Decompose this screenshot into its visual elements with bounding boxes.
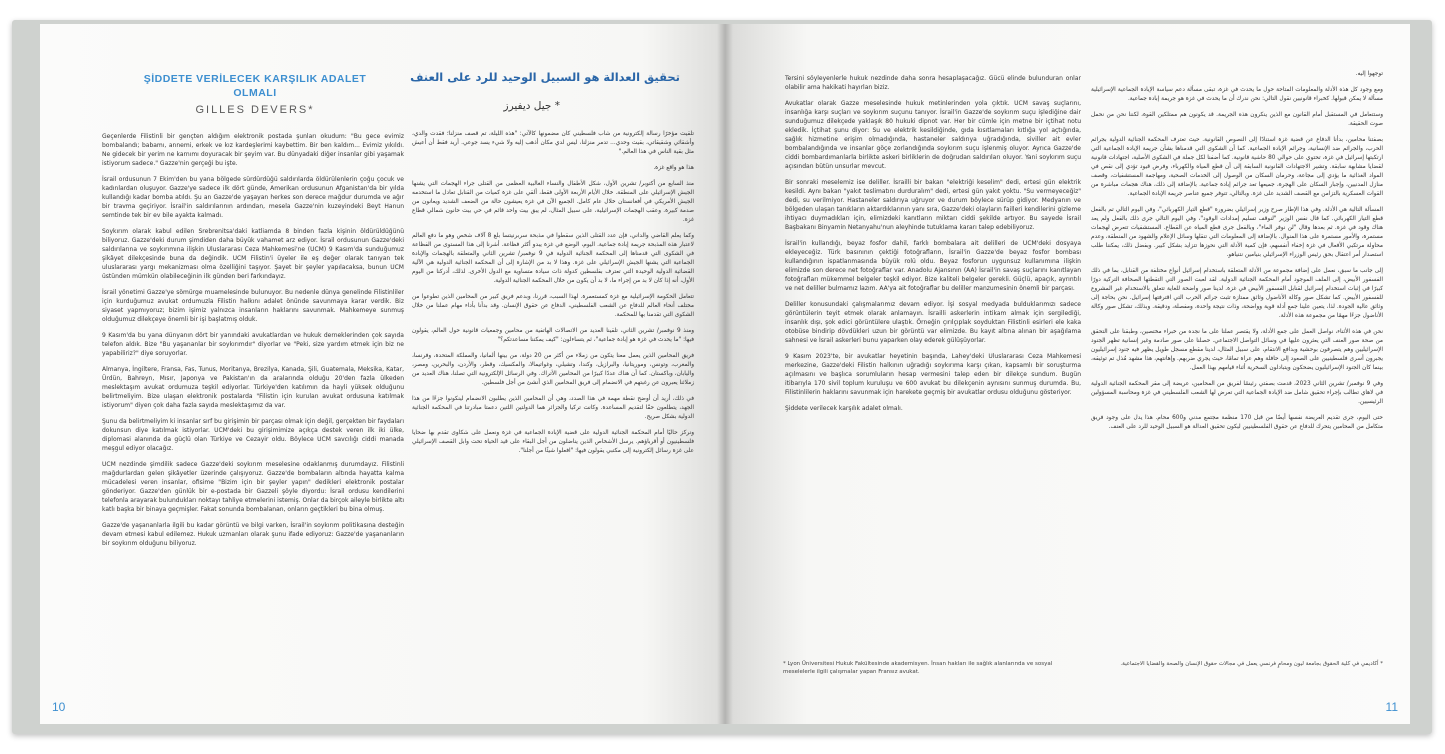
paragraph: ومنذ 9 نوفمبر/ تشرين الثاني، تلقينا العديد من الاتصالات الهاتفية من محامين وجمعيات قانونية حول العالم، يقولون فيها: "ما يحدث في غزة هو إبادة جماعية"، ثم يتساءلون: "كيف يمكننا مساعدتكم؟" [412, 328, 694, 343]
left-page [40, 24, 725, 724]
page-number-right: 11 [1385, 700, 1398, 714]
arabic-text-column-left [412, 130, 694, 710]
paragraph: منذ السابع من أكتوبر/ تشرين الأول، شكل الأطفال والنساء الغالبية العظمى من القتلى جراء الهجمات التي يشنها الجيش الإسرائيلي على المنطقة. خلال الأيام الأربعة الأولى فقط، ألقي على غزة كميات من القنابل تعادل ما استخدمه الجيش الأمريكي في أفغانستان خلال عام كامل. الجميع الآن في غزة يعيشون حالة من الضعف الشديد ويعانون من صدمة كبيرة. وعقب الهجمات الإسرائيلية، على سبيل المثال، لم يبق بيت واحد قائم في حي بيت حانون شمالي قطاع غزة. [412, 181, 694, 223]
paragraph: Şiddete verilecek karşılık adalet olmalı. [785, 405, 903, 412]
paragraph: ومع وجود كل هذه الأدلة والمعلومات المتاحة حول ما يحدث في غزة، تبقى مسألة دعم سياسة الإبادة الجماعية الإسرائيلية مسألة لا يمكن قبولها. كخبراء قانونيين نقول التالي: نحن ندرك أن ما يحدث في غزة هو جريمة إبادة جماعية. [1091, 87, 1383, 102]
turkish-author-name: GILLES DEVERS* [195, 104, 315, 116]
arabic-article-title: تحقيق العدالة هو السبيل الوحيد للرد على العنف [410, 70, 680, 84]
paragraph: فريق المحامين الذين يعمل معنا يتكون من زملاء من أكثر من 20 دولة، من بينها ألمانيا، والمملكة المتحدة، وفرنسا، والمغرب، وتونس، وموريتانيا، والبرازيل، وكندا، وتشيلي، وغواتيمالا، والمكسيك، وقطر، والأردن، والبحرين، ومصر، واليابان، وباكستان. كما أن هناك عددًا كبيرًا من المحامين الأتراك. وفي الرسائل الإلكترونية التي تصلنا، هناك العديد من زملائنا يعبرون عن رغبتهم في الانضمام إلى فريق المحامين الذي أنشئ من أجل فلسطين. [412, 353, 694, 386]
paragraph: هذا هو واقع غزة. [653, 165, 694, 171]
paragraph: Avukatlar olarak Gazze meselesinde hukuk metinlerinden yola çıktık. UCM savaş suçlarını, insanlığa karşı suçları ve soykırım suçunu tanıyor. İsrail'in Gazze'de soykırım suçu işlediğine dair sunduğumuz dilekçede yaklaşık 80 hukuki dipnot var. Her bir cümle için metne bir içtihat notu ekledik. İçtihat şunu diyor: Su ve elektrik kesildiğinde, gıda kısıtlamaları kıtlığa yol açtığında, sağlık hizmetine erişim olmadığında, hastaneler saldırıya uğradığında, siviller ait evler bombalandığında ve insanlar göçe zorlandığında soykırım suçu işlenmiş oluyor. Ayrıca Gazze'de ciddi bombardımanlarla birlikte askeri birliklerin de doğrudan saldırıları oluyor. Yani soykırım suçu açısından bütün unsurlar mevcut. [785, 100, 1081, 170]
paragraph: توجهوا إليه. [1355, 71, 1383, 77]
paragraph: في ذلك، أريد أن أوضح نقطة مهمة في هذا الصدد، وهي أن المحامين الذين يطلبون الانضمام لينكونوا جزءًا من هذا الجهد، يتطلعون حقًا لتقديم المساعدة. وكانت تركيا والجزائر هما الدولتين اللتين دعمتا مبادرتنا في المحكمة الجنائية الدولية بشكل صريح. [412, 396, 694, 420]
paragraph: İsrail yönetimi Gazze'ye sömürge muamelesinde bulunuyor. Bu nedenle dünya genelinde Filistinliler için kurduğumuz avukat ordumuzla Filistin halkını adalet önünde savunmaya karar verdik. Biz siyaset yapmıyoruz; bizim işimiz yalnızca insanların haklarını savunmak. Mahkemeye sunmuş olduğumuz dilekçeye önemli bir işi başlatmış olduk. [102, 289, 404, 323]
paragraph: Almanya, İngiltere, Fransa, Fas, Tunus, Moritanya, Brezilya, Kanada, Şili, Guatemala, Meksika, Katar, Ürdün, Bahreyn, Mısır, Japonya ve Pakistan'ın da aralarında olduğu 20'den fazla ülkeden meslektaşım avukat ordumuza teşkil ediyorlar. Türkiye'den katılımın da hayli yüksek olduğunu belirtmeliyim. Bize ulaşan elektronik postalarda "Filistin için kurulan avukat ordusuna katılmak istiyorum" diyen çok daha fazla sayıda meslektaşımız da var. [102, 366, 404, 409]
paragraph: İsrail ordusunun 7 Ekim'den bu yana bölgede sürdürdüğü saldırılarda öldürülenlerin çoğu çocuk ve kadınlardan oluşuyor. Gazze'ye sadece ilk dört günde, Amerikan ordusunun Afganistan'da bir yılda kullandığı kadar bomba atıldı. Şu an Gazze'de yaşayan herkes son derece mağdur durumda ve ağır bir travma geçiriyor. İsrail'in saldırılarının ardından, mesela Gazze'nin kuzeyindeki Beyt Hanun semtinde tek bir ev bile ayakta kalmadı. [102, 176, 404, 219]
paragraph: تلقيت مؤخرًا رسالة إلكترونية من شاب فلسطيني كان مضمونها كالآتي: "هذه الليلة، تم قصف منزلنا؛ فقدت والدي، وأشقائي وشقيقاتي، بقيت وحدي... تدمر منزلنا، ليس لدي مكان أذهب إليه ولا شيء يسد جوعي. أريد فقط أن أعيش مثل بقية الناس في هذا العالم." [412, 131, 694, 155]
turkish-text-column-right [785, 74, 1081, 544]
paragraph: المسألة التالية هي الأدلة. وفي هذا الإطار صرح وزير إسرائيلي بضرورة "قطع التيار الكهربائي"، وفي اليوم التالي تم بالفعل قطع التيار الكهربائي. كما قال نفس الوزير "لنوقف تسليم إمدادات الوقود"، وفي اليوم التالي جرى ذلك بالفعل ولم يعد هناك وقود في غزة. ثم بعدها وقال "لن نوفر الماء"، وبالفعل جرى قطع المياه عن القطاع. المستشفيات تتعرض لهجمات مستمرة، والأمور مستمرة على هذا المنوال. بالإضافة إلى المعلومات التي تنقلها وسائل الإعلام والشهود من المنطقة، وعدم محاولة مرتكبي الأفعال في غزة إخفاء أنفسهم، فإن كمية الأدلة التي نحوزها تتزايد بشكل كبير. وبفضل ذلك، يمكننا طلب استصدار أمر اعتقال بحق رئيس الوزراء الإسرائيلي بنيامين نتنياهو. [1091, 207, 1383, 258]
paragraph: Şunu da belirtmeliyim ki insanlar sırf bu girişimin bir parçası olmak için değil, gerçekten bir faydaları dokunsun diye katılmak istiyorlar. UCM'deki bu girişimimize açıkça destek veren ilk iki ülke, diplomasi alanında da güçlü olan Türkiye ve Cezayir oldu. Böylece UCM savcılığı ciddi manada meşgul ediyor olacağız. [102, 418, 404, 452]
paragraph: Gazze'de yaşananlarla ilgili bu kadar görüntü ve bilgi varken, İsrail'in soykırım politikasına desteğin devam etmesi kabul edilemez. Hukuk uzmanları olarak şunu ifade ediyoruz: Gazze'de yaşananların bir soykırım olduğunu biliyoruz. [102, 522, 404, 547]
paragraph: وستتعامل في المستقبل أمام القانون مع الذين ينكرون هذه الجريمة. قد يكونون هم ممتلكين القوة، لكننا نحن من نحمل صوت الحقيقة. [1091, 112, 1383, 127]
paragraph: Tersini söyleyenlerle hukuk nezdinde daha sonra hesaplaşacağız. Gücü elinde bulunduran onlar olabilir ama hakikati hayırlan biziz. [785, 75, 1081, 91]
arabic-author-name: * جيل ديفيرز [503, 100, 560, 112]
right-page [725, 24, 1410, 724]
paragraph: 9 Kasım 2023'te, bir avukatlar heyetinin başında, Lahey'deki Uluslararası Ceza Mahkemesi merkezine, Gazze'deki Filistin halkının uğradığı soykırıma karşı çıkan, kapsamlı bir soruşturma açılmasını ve başlıca sorumluların hesap vermesini talep eden bir dilekçe sundum. Bugün itibarıyla 170 sivil toplum kuruluşu ve 600 avukat bu dilekçenin aynısını sunmuş durumda. Bu, Filistinlilerin haklarını savunmak için harekete geçmiş bir avukatlar ordusu olduğunu gösteriyor. [785, 353, 1081, 396]
paragraph: وفي 9 نوفمبر/ تشرين الثاني 2023، قدمت بصفتي رئيسًا لفريق من المحامين، عريضة إلى مقر المحكمة الجنائية الدولية في لاهاي تطالب بإجراء تحقيق شامل ضد الإبادة الجماعية التي تعرض لها الشعب الفلسطيني في غزة ومحاسبة المسؤولين الرئيسيين. [1091, 381, 1383, 405]
book-spine-shadow [717, 24, 733, 724]
turkish-text-column-left [102, 132, 404, 702]
turkish-article-title: ŞİDDETE VERİLECEK KARŞILIK ADALET OLMALI [143, 73, 367, 99]
paragraph: 9 Kasım'da bu yana dünyanın dört bir yanındaki avukatlardan ve hukuk derneklerinden çok sayıda telefon aldık. Bize "Bu yaşananlar bir soykırımdır" diyorlar ve "Peki, size yardım etmek için biz ne yapabiliriz?" diye soruyorlar. [102, 332, 404, 357]
arabic-footnote: * أكاديمي في كلية الحقوق بجامعة ليون ومحامٍ فرنسي يعمل في مجالات حقوق الإنسان والصحة والقضايا الاجتماعية. [1120, 661, 1383, 667]
paragraph: تتعامل الحكومة الإسرائيلية مع غزة كمستعمرة. لهذا السبب، قررنا، وبدعم فريق كبير من المحامين الذين تطوعوا من مختلف أنحاء العالم للدفاع عن الشعب الفلسطيني، الدفاع عن حقوق الإنسان. وقد بدأنا بأداء مهام عملنا من خلال الشكوى التي تقدمنا بها للمحكمة. [412, 294, 694, 318]
paragraph: Soykırım olarak kabul edilen Srebrenitsa'daki katliamda 8 binden fazla kişinin öldürüldüğünü biliyoruz. Gazze'deki durum şimdiden daha büyük vahamet arz ediyor. İsrail ordusunun Gazze'deki saldırılarına ve soykırımına ilişkin Uluslararası Ceza Mahkemesi'ne (UCM) 9 Kasım'da sunduğumuz şikâyet dilekçesinde buna da değindik. UCM Filistin'i üyeler ile eş değer olarak tanıyan tek uluslararası yargı mekanizması olma özelliğini taşıyor. Şayet bir şeyler yapılacaksa, bunun UCM üstünden mümkün olabileceğinin ilk günden beri farkındayız. [102, 228, 404, 280]
page-number-left: 10 [52, 700, 66, 714]
paragraph: Deliller konusundaki çalışmalarımız devam ediyor. İşi sosyal medyada bulduklarımızı sadece görüntülerin teyit etmek olarak anlamayın. İsrailli askerlerin intikam almak için sergilediği, insanlık dışı, şok edici görüntülere ulaştık. Örneğin çırılçıplak soyduktan Filistinli esirleri ele kaka otobüse bindirip dövdükleri uzun bir görüntü var elimizde. Bu kayıt altına alınan bir aşağılama sahnesi ve İsrail askerleri bunu yaparken olay ederek gülüşüyorlar. [785, 301, 1081, 344]
paragraph: بصفتنا محامين، بدأنا الدفاع عن قضية غزة استنادًا إلى النصوص القانونية. حيث تعترف المحكمة الجنائية الدولية بجرائم الحرب، والجرائم ضد الإنسانية، وجرائم الإبادة الجماعية. كما أن الشكوى التي قدمناها بشأن جريمة الإبادة الجماعية التي ارتكبتها إسرائيل في غزة، تحتوي على حوالي 80 حاشية قانونية. كما أضفنا لكل جملة في الشكوى الأصلية، اجتهادات قانونية لقضايا مشابهة سابقة. وتشير الاجتهادات القانونية السابقة إلى أن قطع المياه والكهرباء، وفرض قيود تؤدي إلى نقص في المواد الغذائية ما يؤدي إلى مجاعة، وحرمان السكان من الوصول إلى الخدمات الصحية، ومهاجمة المستشفيات، وقصف منازل المدنيين، وإجبار السكان على الهجرة، جميعها تعد جرائم إبادة جماعية. بالإضافة إلى ذلك، هناك هجمات مباشرة من القوات العسكرية بالتزامن مع القصف الشديد على غزة. وبالتالي، تتوفر جميع عناصر جريمة الإبادة الجماعية. [1091, 137, 1383, 197]
paragraph: UCM nezdinde şimdilik sadece Gazze'deki soykırım meselesine odaklanmış durumdayız. Filistinli mağdurlardan gelen şikâyetler üzerinde çalışıyoruz. Gazze'de bombaların altında hayatta kalma mücadelesi veren insanlar, ofisime "Bizim için bir şeyler yapın" dedikleri elektronik postalar gönderiyor. Gazze'den günlük bir e-postada bir Gazzeli şöyle diyordu: İsrail ordusu kendilerini telefonla arayarak bulundukları noktayı tahliye etmelerini istemiş. Onlar da birçok aileyle birlikte altı katlı başka bir binaya geçmişler. Fakat sonunda bombalanan, onların geçtikleri bu bina olmuş. [102, 461, 404, 513]
paragraph: وكما يعلم القاضي والداني، فإن عدد القتلى الذين سقطوا في مذبحة سربرنيتسا بلغ 8 آلاف شخص وهو ما دفع العالم لاعتبار هذه المذبحة جريمة إبادة جماعية. اليوم، الوضع في غزة يبدو أكثر فظاعة. أشرنا إلى هذا المستوى من الفظاعة في الشكوى التي قدمناها إلى المحكمة الجنائية الدولية في 9 نوفمبر/ تشرين الثاني والمتعلقة بالهجمات والإبادة الجماعية التي يشنها الجيش الإسرائيلي على غزة. وهذا لا بد من الإشارة إلى أن المحكمة الجنائية الدولية هي الآلية القضائية الدولية الوحيدة التي تعترف بفلسطين كدولة ذات سيادة متساوية مع الدول الأخرى. لذلك، أدركنا من اليوم الأول، أنه إذا كان لا بد من إجراء ما، لا بد أن يكون من خلال المحكمة الجنائية الدولية. [412, 233, 694, 284]
paragraph: Geçenlerde Filistinli bir gençten aldığım elektronik postada şunları okudum: "Bu gece evimiz bombalandı; babamı, annemi, erkek ve kız kardeşlerimi kaybettim. Bir ben kaldım... Evimiz yıkıldı. Ne gidecek bir yerim ne karnımı doyuracak bir şeyim var. Bu dünyadaki diğer insanlar gibi yaşamak istiyorum sadece." Gazze'nin gerçeği bu işte. [102, 133, 404, 167]
paragraph: حتى اليوم، جرى تقديم العريضة نفسها أيضًا من قبل 170 منظمة مجتمع مدني و600 محام. هذا يدل على وجود فريق متكامل من المحامين يتحرك للدفاع عن حقوق الفلسطينيين ليكون تحقيق العدالة هو السبيل الوحيد للرد على العنف. [1091, 415, 1384, 430]
paragraph: ونركز حاليًا أمام المحكمة الجنائية الدولية على قضية الإبادة الجماعية في غزة ونعمل على شكاوى تقدم بها ضحايا فلسطينيون أو أقرباؤهم. يرسل الأشخاص الذين يناضلون من أجل البقاء على قيد الحياة تحت وابل القصف الإسرائيلي على غزة رسائل إلكترونية إلى مكتبي يقولون فيها: "افعلوا شيئًا من أجلنا". [412, 430, 694, 454]
turkish-footnote: * Lyon Üniversitesi Hukuk Fakültesinde akademisyen. İnsan hakları ile sağlık alanlarında ve sosyal meselelerle ilgili çalışmalar yapan Fransız avukat. [783, 661, 1053, 675]
paragraph: إلى جانب ما سبق، نعمل على إضافة مجموعة من الأدلة المتعلقة باستخدام إسرائيل أنواع مختلفة من القنابل، بما في ذلك الفسفور الأبيض، إلى الملف الموجود أمام المحكمة الجنائية الدولية. لقد لعبت الصور التي التقطتها الصحافة التركية دورًا كبيرًا في إثبات استخدام إسرائيل لقنابل الفسفور الأبيض في غزة. لدينا صور واضحة للغاية تتعلق بالاستخدام غير المشروع للفسفور الأبيض. كما تشكل صور وكالة الأناضول وثائق ممتازة تثبت جرائم الحرب التي اقترفتها إسرائيل. نحن بحاجة إلى وثائق عالية الجودة. لذا، يتعين علينا جمع أدلة قوية وواضحة، وذات نتيجة واحدة، ومفصلة، ودقيقة. وبذلك، تشكل صور وكالة الأناضول جزءًا مهمًا من مجموعة هذه الأدلة. [1091, 268, 1383, 319]
paragraph: Bir sonraki meselemiz ise deliller. İsrailli bir bakan "elektriği keseli̇m" dedi, ertesi gün elektrik kesildi. Aynı bakan "yakıt teslimatını durduralım" dedi, ertesi gün yakıt yoktu. "Su vermeyeceğiz" dedi, su verilmiyor. Hastaneler saldırıya uğruyor ve durum böylece sürüp gidiyor. Medyanın ve bölgeden ulaşan tanıkların aktardıklarının yanı sıra, Gazze'deki olayların failleri kendilerini gizleme ihtiyacı duymadıkları için, elimizdeki kanıtların miktarı ciddi şekilde artıyor. Bu sayede İsrail Başbakanı Binyamin Netanyahu'nun aleyhinde tutuklama kararı talep edebiliyoruz. [785, 179, 1081, 231]
paragraph: نحن في هذه الأثناء، نواصل العمل على جمع الأدلة، ولا يقتصر عملنا على ما نجده من خبراء مختصين، وطبقنا على التحقق من صحة صور العنف التي يعثرون عليها في وسائل التواصل الاجتماعي. حصلنا على صور صادمة وغير إنسانية تظهر الجنود الإسرائيليين وهم يتصرفون بوحشية وبدافع الانتقام، على سبيل المثال، لدينا مقطع مسجل طويل يظهر فيه جنود إسرائيليون يجبرون أسرى فلسطينيين على الصعود إلى حافلة وهم عراة تمامًا، حيث يجري ضربهم. وإهانتهم، هذا مشهد مُذل تم توثيقه، بينما كان الجنود الإسرائيليون يضحكون ويتبادلون السخرية أثناء قيامهم بهذا العمل. [1091, 329, 1383, 371]
arabic-text-column-right [1091, 70, 1383, 660]
paragraph: İsrail'in kullandığı, beyaz fosfor dahil, farklı bombalara ait delilleri de UCM'deki dosyaya ekleyeceğiz. Türk basınının çektiği fotoğrafların, İsrail'in Gazze'de beyaz fosfor bombası kullandığının ispatlanmasında büyük rolü oldu. Beyaz fosforun uygunsuz kullanımına ilişkin elimizde son derece net fotoğraflar var. Anadolu Ajansının (AA) İsrail'in savaş suçlarını kanıtlayan fotoğrafları mükemmel belgeler teşkil ediyor. Bize kaliteli belgeler gerekli. Güçlü, apaçık, ayrıntılı ve net deliller bulmamız lazım. AA'ya ait fotoğraflar bu deliller manzumesinin önemli bir parçası. [785, 240, 1081, 292]
